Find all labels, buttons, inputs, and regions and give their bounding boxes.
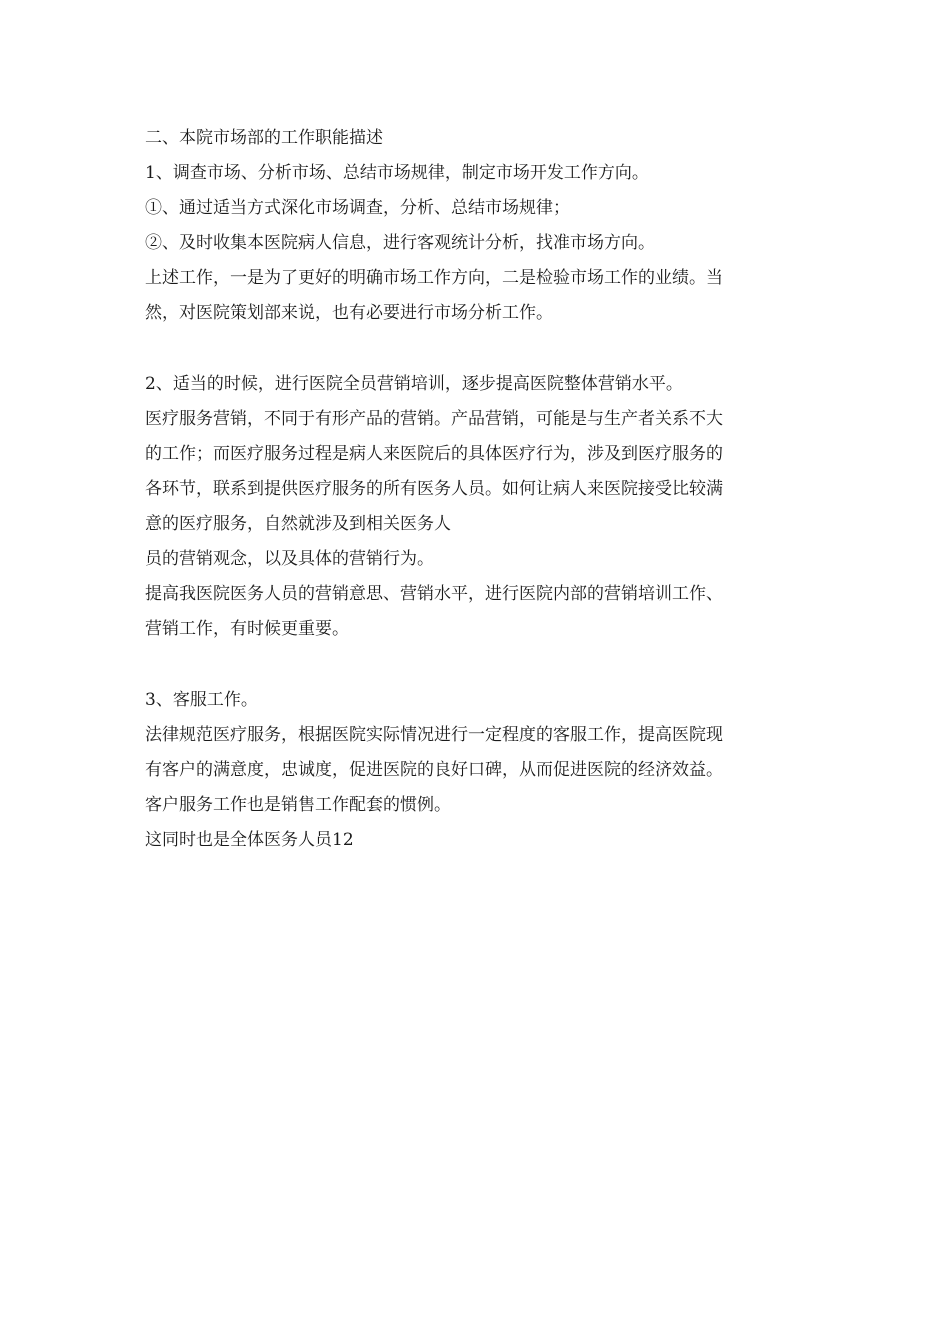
paragraph-line: 这同时也是全体医务人员12 xyxy=(145,830,354,850)
paragraph-line: 客户服务工作也是销售工作配套的惯例。 xyxy=(145,795,451,815)
sub-list-item: ②、及时收集本医院病人信息，进行客观统计分析，找准市场方向。 xyxy=(145,233,655,253)
paragraph-line: 法律规范医疗服务，根据医院实际情况进行一定程度的客服工作，提高医院现 xyxy=(145,725,723,745)
section-heading: 二、本院市场部的工作职能描述 xyxy=(145,128,383,148)
paragraph-line: 医疗服务营销，不同于有形产品的营销。产品营销，可能是与生产者关系不大 xyxy=(145,409,723,429)
paragraph-line: 员的营销观念，以及具体的营销行为。 xyxy=(145,549,434,569)
paragraph-line: 营销工作，有时候更重要。 xyxy=(145,619,349,639)
list-item: 1、调查市场、分析市场、总结市场规律，制定市场开发工作方向。 xyxy=(145,163,649,183)
paragraph-spacer xyxy=(145,647,805,683)
paragraph-line: 上述工作，一是为了更好的明确市场工作方向，二是检验市场工作的业绩。当 xyxy=(145,268,723,288)
paragraph-line: 意的医疗服务，自然就涉及到相关医务人 xyxy=(145,514,451,534)
paragraph-line: 然，对医院策划部来说，也有必要进行市场分析工作。 xyxy=(145,303,553,323)
paragraph-spacer xyxy=(145,331,805,367)
paragraph-line: 各环节，联系到提供医疗服务的所有医务人员。如何让病人来医院接受比较满 xyxy=(145,479,723,499)
paragraph-line: 提高我医院医务人员的营销意思、营销水平，进行医院内部的营销培训工作、 xyxy=(145,584,723,604)
paragraph-line: 有客户的满意度，忠诚度，促进医院的良好口碑，从而促进医院的经济效益。 xyxy=(145,760,723,780)
list-item: 3、客服工作。 xyxy=(145,690,258,710)
document-body xyxy=(145,121,805,858)
paragraph-line: 的工作；而医疗服务过程是病人来医院后的具体医疗行为，涉及到医疗服务的 xyxy=(145,444,723,464)
list-item: 2、适当的时候，进行医院全员营销培训，逐步提高医院整体营销水平。 xyxy=(145,374,683,394)
sub-list-item: ①、通过适当方式深化市场调查，分析、总结市场规律； xyxy=(145,198,570,218)
